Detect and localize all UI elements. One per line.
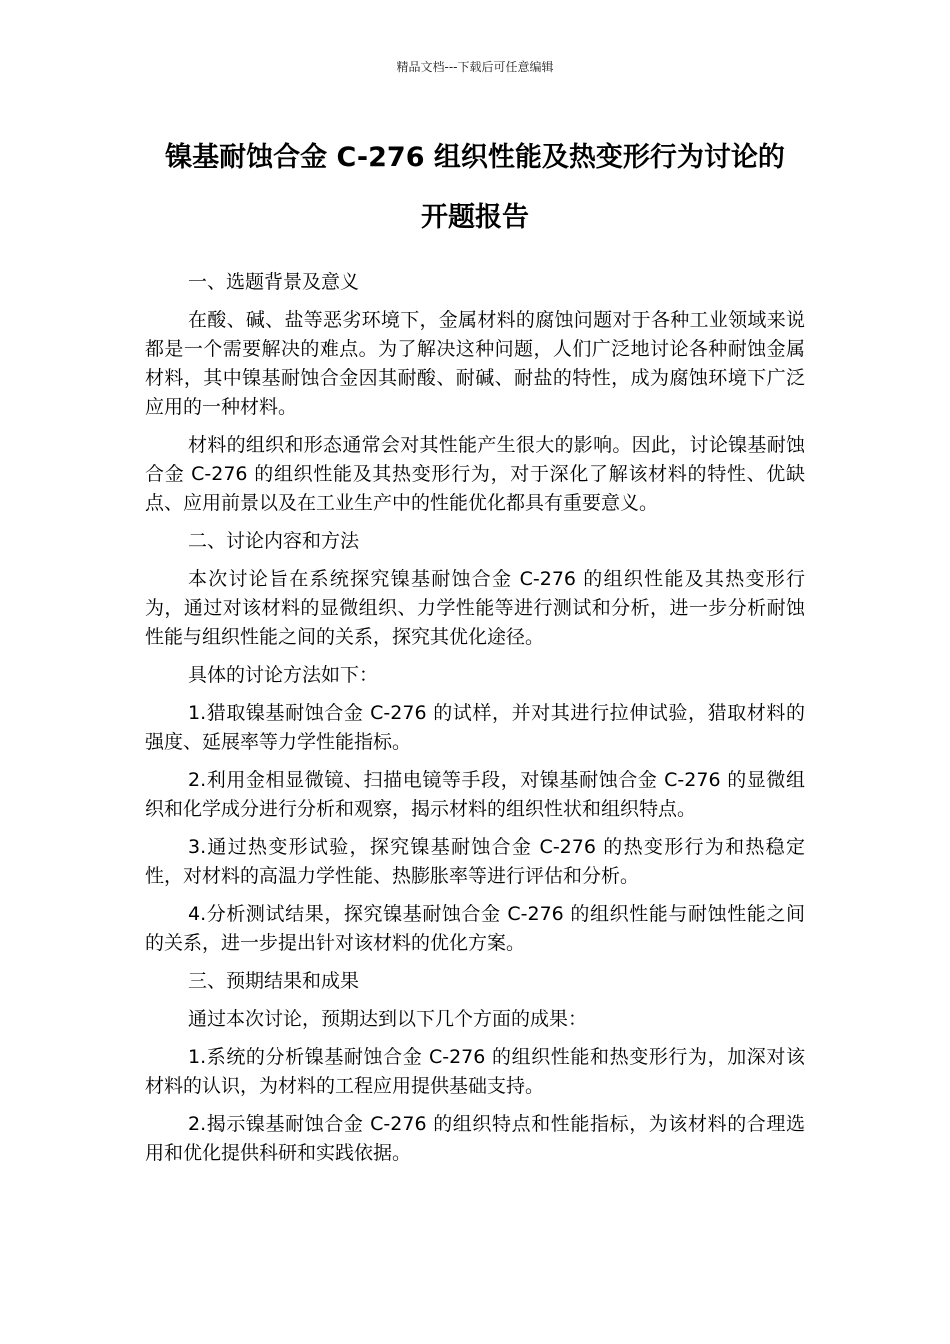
paragraph-results-intro: 通过本次讨论，预期达到以下几个方面的成果： (188, 1008, 588, 1030)
document-title (145, 128, 805, 248)
list-item-method-1: 1.猎取镍基耐蚀合金 C-276 的试样，并对其进行拉伸试验，猎取材料的强度、延展率等力学性能指标。 (145, 702, 805, 753)
section-heading-methods: 二、讨论内容和方法 (188, 530, 360, 552)
section-heading-background: 一、选题背景及意义 (188, 271, 360, 293)
title-line-1: 镍基耐蚀合金 C-276 组织性能及热变形行为讨论的 (165, 142, 785, 173)
title-line-2: 开题报告 (421, 202, 529, 233)
paragraph-methods-intro: 具体的讨论方法如下： (188, 664, 379, 686)
section-heading-results: 三、预期结果和成果 (188, 970, 360, 992)
list-item-result-2: 2.揭示镍基耐蚀合金 C-276 的组织特点和性能指标，为该材料的合理选用和优化提供科研和实践依据。 (145, 1113, 805, 1164)
list-item-method-3: 3.通过热变形试验，探究镍基耐蚀合金 C-276 的热变形行为和热稳定性，对材料的高温力学性能、热膨胀率等进行评估和分析。 (145, 836, 805, 887)
paragraph-background-1: 在酸、碱、盐等恶劣环境下，金属材料的腐蚀问题对于各种工业领域来说都是一个需要解决的难点。为了解决这种问题，人们广泛地讨论各种耐蚀金属材料，其中镍基耐蚀合金因其耐酸、耐碱、耐盐的特性，成为腐蚀环境下广泛应用的一种材料。 (145, 309, 805, 418)
paragraph-methods-1: 本次讨论旨在系统探究镍基耐蚀合金 C-276 的组织性能及其热变形行为，通过对该材料的显微组织、力学性能等进行测试和分析，进一步分析耐蚀性能与组织性能之间的关系，探究其优化途径。 (145, 568, 805, 648)
list-item-method-2: 2.利用金相显微镜、扫描电镜等手段，对镍基耐蚀合金 C-276 的显微组织和化学成分进行分析和观察，揭示材料的组织性状和组织特点。 (145, 769, 805, 820)
document-body (145, 268, 805, 1177)
paragraph-background-2: 材料的组织和形态通常会对其性能产生很大的影响。因此，讨论镍基耐蚀合金 C-276 的组织性能及其热变形行为，对于深化了解该材料的特性、优缺点、应用前景以及在工业生产中的性能优化都具有重要意义。 (145, 434, 805, 514)
list-item-result-1: 1.系统的分析镍基耐蚀合金 C-276 的组织性能和热变形行为，加深对该材料的认识，为材料的工程应用提供基础支持。 (145, 1046, 805, 1097)
page-header: 精品文档---下载后可任意编辑 (396, 60, 554, 74)
list-item-method-4: 4.分析测试结果，探究镍基耐蚀合金 C-276 的组织性能与耐蚀性能之间的关系，进一步提出针对该材料的优化方案。 (145, 903, 805, 954)
